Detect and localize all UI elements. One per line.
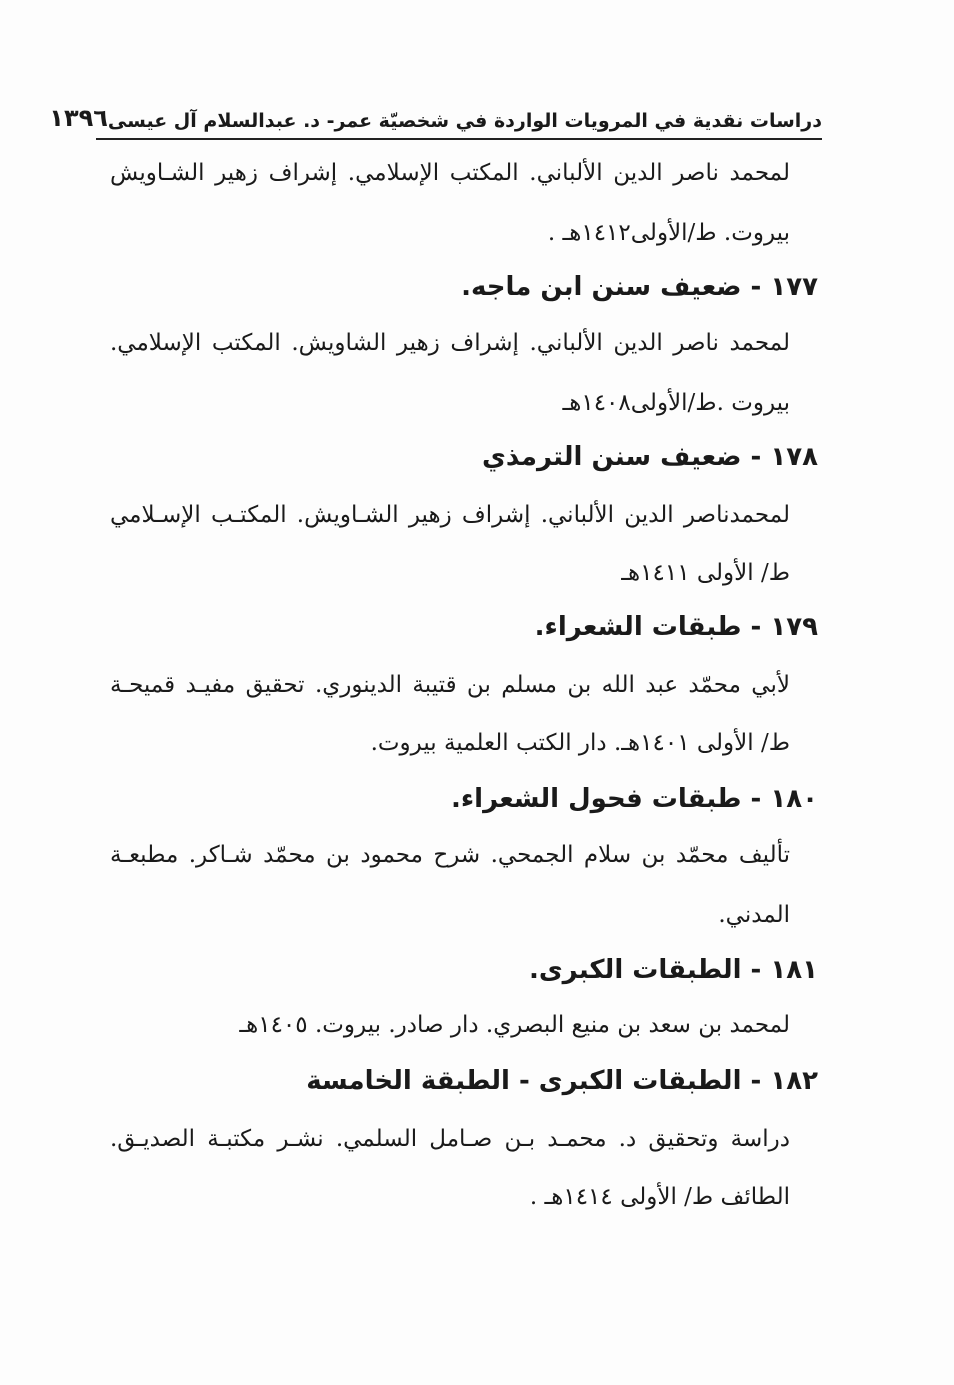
entry-178-line-1: لمحمدناصر الدين الألباني. إشراف زهير الشـاويش. المكتـب الإسـلامي [110, 502, 790, 528]
entry-180-line-1: تأليف محمّد بن سلام الجمحي. شرح محمود بن محمّد شـاكر. مطبعـة [110, 842, 790, 868]
entry-181-line-1: لمحمد بن سعد بن منيع البصري. دار صادر. بيروت. ١٤٠٥هـ [239, 1012, 790, 1038]
entry-heading-177: ١٧٧ - ضعيف سنن ابن ماجه. [461, 272, 818, 302]
entry-heading-179: ١٧٩ - طبقات الشعراء. [534, 612, 818, 642]
entry-182-line-1: دراسة وتحقيق د. محمـد بـن صـامل السلمي. نشـر مكتبـة الصديـق. [110, 1126, 790, 1152]
entry-heading-182: ١٨٢ - الطبقات الكبرى - الطبقة الخامسة [306, 1066, 818, 1096]
entry-177-line-1: لمحمد ناصر الدين الألباني. إشراف زهير الشاويش. المكتب الإسلامي. [110, 330, 790, 356]
continuation-line-1: لمحمد ناصر الدين الألباني. المكتب الإسلامي. إشراف زهير الشـاويش [110, 160, 790, 186]
header-title: دراسات نقدية في المرويات الواردة في شخصيّة عمر- د. عبدالسلام آل عيسى [107, 110, 822, 132]
entry-177-line-2: بيروت .ط/الأولى١٤٠٨هـ [562, 390, 790, 416]
entry-heading-178: ١٧٨ - ضعيف سنن الترمذي [482, 442, 818, 472]
entry-182-line-2: الطائف ط/ الأولى ١٤١٤هـ . [529, 1184, 790, 1210]
entry-179-line-1: لأبي محمّد عبد الله بن مسلم بن قتيبة الدينوري. تحقيق مفيـد قميحـة [110, 672, 790, 698]
entry-179-line-2: ط/ الأولى ١٤٠١هـ. دار الكتب العلمية بيروت. [370, 730, 790, 756]
entry-178-line-2: ط/ الأولى ١٤١١هـ [621, 560, 790, 586]
header-rule [96, 138, 822, 140]
entry-heading-181: ١٨١ - الطبقات الكبرى. [528, 955, 818, 985]
entry-180-line-2: المدني. [718, 902, 790, 928]
continuation-line-2: بيروت. ط/الأولى١٤١٢هـ . [547, 220, 790, 246]
page-number: ١٣٩٦ [49, 104, 108, 132]
entry-heading-180: ١٨٠ - طبقات فحول الشعراء. [451, 784, 818, 814]
running-header [49, 92, 822, 132]
